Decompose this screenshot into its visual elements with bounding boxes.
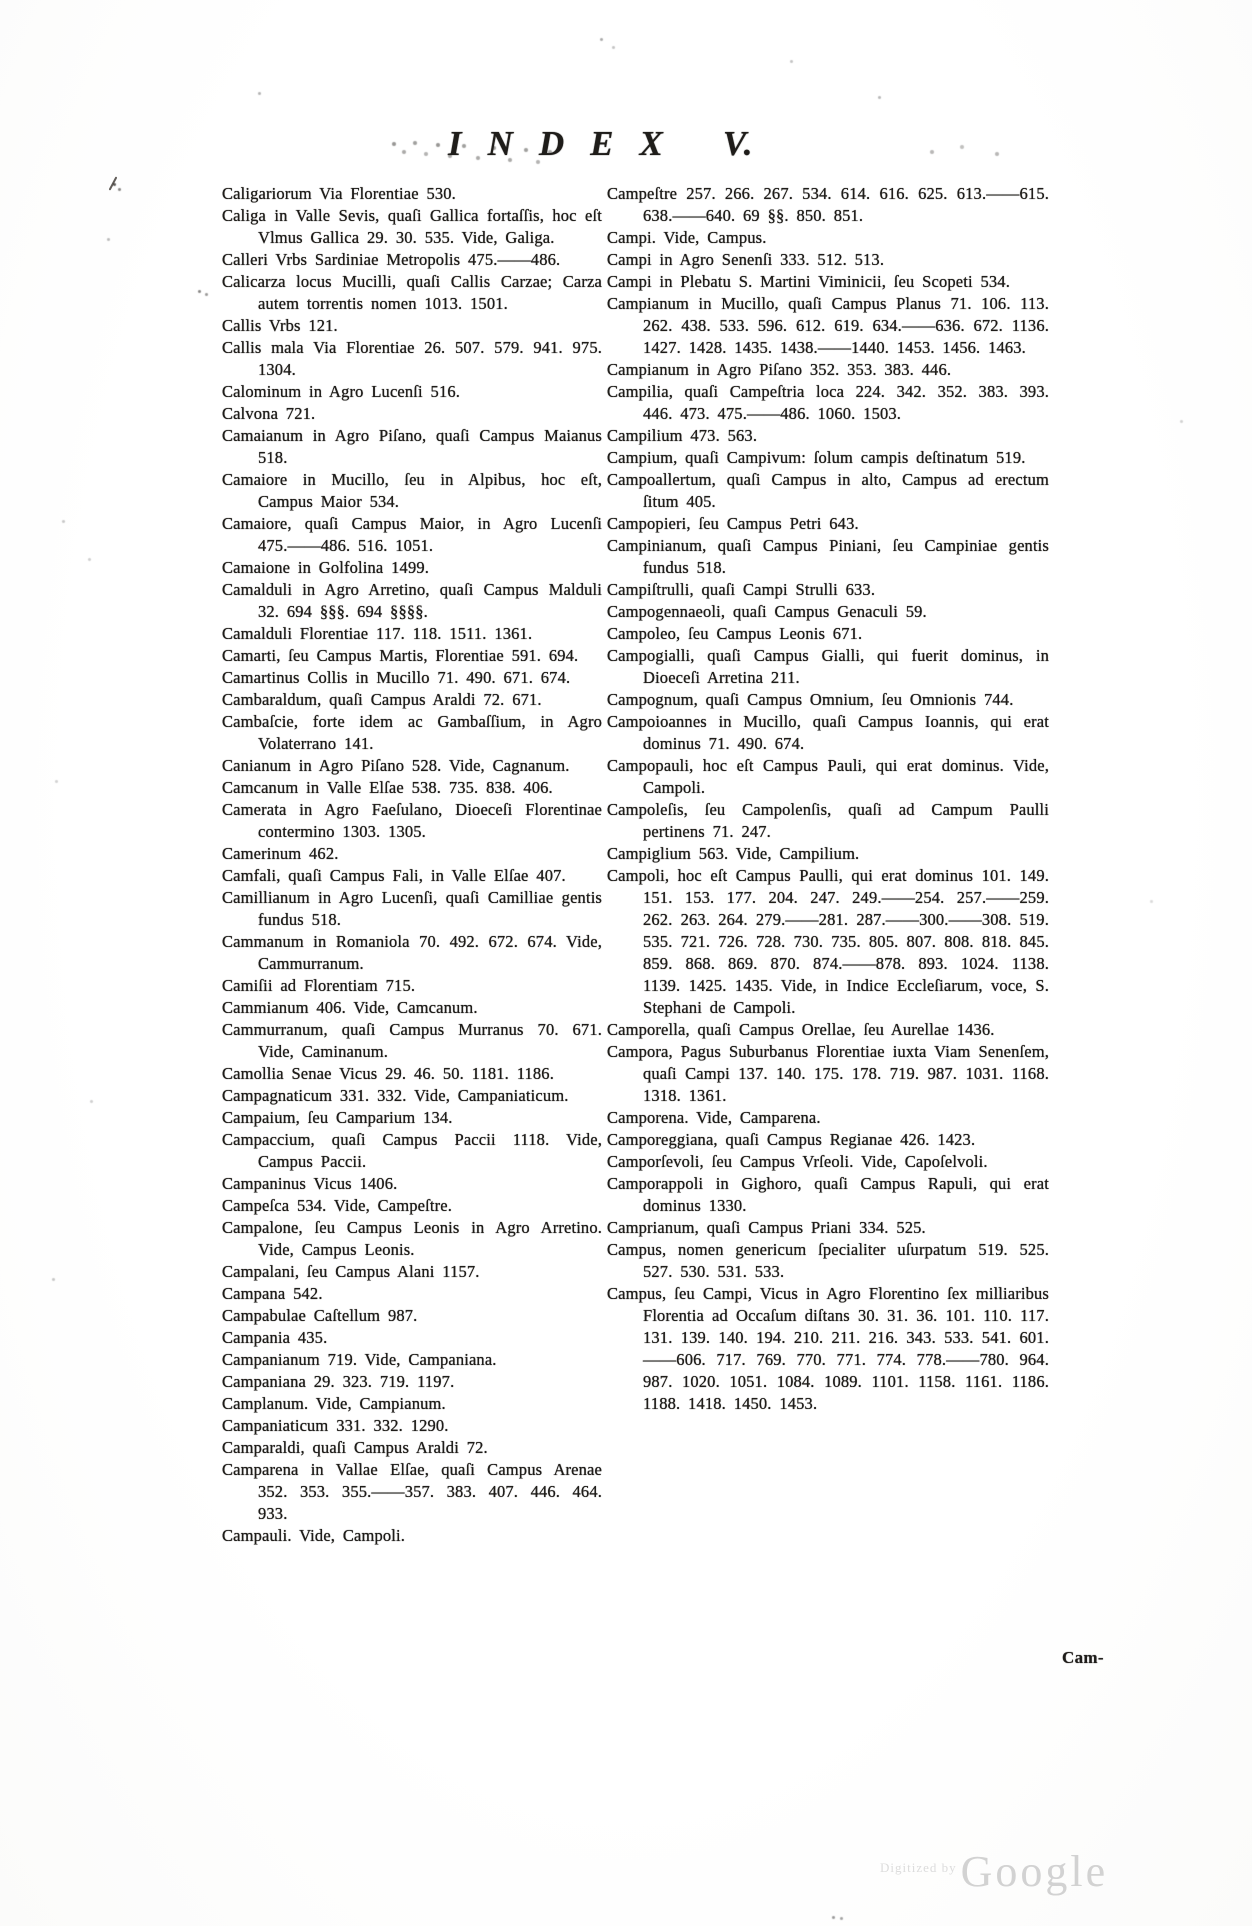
index-entry: Calleri Vrbs Sardiniae Metropolis 475.——486. — [222, 250, 561, 269]
index-entry: Campaninus Vicus 1406. — [222, 1174, 398, 1193]
index-entry: Campus, ſeu Campi, Vicus in Agro Florentino ſex milliaribus Florentia ad Occaſum diſtans 30. 31. 36. 101. 110. 117. 131. 139. 140. 194. 210. 211. 216. 343. 533. 541. 601.——606. 717. 769. 770. 771. 774. 778.——780. 964. 987. 1020. 1051. 1084. 1089. 1101. 1158. 1161. 1186. 1188. 1418. 1450. 1453. — [607, 1284, 1049, 1413]
index-entry: Campus, nomen genericum ſpecialiter uſurpatum 519. 525. 527. 530. 531. 533. — [607, 1240, 1049, 1281]
index-title-number: V. — [722, 124, 755, 163]
index-entry: Campoallertum, quaſi Campus in alto, Campus ad erectum ſitum 405. — [607, 470, 1049, 511]
index-entry: Campagnaticum 331. 332. Vide, Campaniaticum. — [222, 1086, 569, 1105]
index-entry: Camplanum. Vide, Campianum. — [222, 1394, 446, 1413]
index-entry: Campianum in Agro Piſano 352. 353. 383. 446. — [607, 360, 952, 379]
index-entry: Campania 435. — [222, 1328, 328, 1347]
index-entry: Campanianum 719. Vide, Campaniana. — [222, 1350, 497, 1369]
index-entry: Camollia Senae Vicus 29. 46. 50. 1181. 1186. — [222, 1064, 554, 1083]
index-entry: Camaione in Golfolina 1499. — [222, 558, 430, 577]
index-entry: Campoioannes in Mucillo, quaſi Campus Ioannis, qui erat dominus 71. 490. 674. — [607, 712, 1049, 753]
index-entry: Cambaraldum, quaſi Campus Araldi 72. 671. — [222, 690, 542, 709]
index-entry: Camalduli in Agro Arretino, quaſi Campus Malduli 32. 694 §§§. 694 §§§§. — [222, 580, 602, 621]
index-entry: Camartinus Collis in Mucillo 71. 490. 671. 674. — [222, 668, 571, 687]
google-logo-text: Google — [960, 1847, 1109, 1896]
index-column-right — [607, 183, 1049, 1415]
index-column-left — [222, 183, 602, 1547]
index-entry: Campaium, ſeu Camparium 134. — [222, 1108, 453, 1127]
index-entry: Camaiore, quaſi Campus Maior, in Agro Lucenſi 475.——486. 516. 1051. — [222, 514, 602, 555]
index-entry: Campinianum, quaſi Campus Piniani, ſeu Campiniae gentis fundus 518. — [607, 536, 1049, 577]
index-entry: Campiſtrulli, quaſi Campi Strulli 633. — [607, 580, 876, 599]
index-entry: Caligariorum Via Florentiae 530. — [222, 184, 456, 203]
index-entry: Camcanum in Valle Elſae 538. 735. 838. 406. — [222, 778, 553, 797]
index-entry: Campilia, quaſi Campeſtria loca 224. 342. 352. 383. 393. 446. 473. 475.——486. 1060. 1503. — [607, 382, 1049, 423]
index-entry: Campauli. Vide, Campoli. — [222, 1526, 405, 1545]
index-entry: Campalani, ſeu Campus Alani 1157. — [222, 1262, 480, 1281]
index-entry: Callis Vrbs 121. — [222, 316, 338, 335]
index-entry: Campora, Pagus Suburbanus Florentiae iuxta Viam Senenſem, quaſi Campi 137. 140. 175. 178. 719. 987. 1031. 1168. 1318. 1361. — [607, 1042, 1049, 1105]
index-entry: Campoli, hoc eſt Campus Paulli, qui erat dominus 101. 149. 151. 153. 177. 204. 247. 249.——254. 257.——259. 262. 263. 264. 279.——281. 287.——300.——308. 519. 535. 721. 726. 728. 730. 735. 805. 807. 808. 818. 845. 859. 868. 869. 870. 874.——878. 893. 1024. 1138. 1139. 1425. 1435. Vide, in Indice Eccleſiarum, voce, S. Stephani de Campoli. — [607, 866, 1049, 1017]
index-entry: Campi. Vide, Campus. — [607, 228, 767, 247]
page-title — [448, 124, 754, 164]
index-entry: Campognum, quaſi Campus Omnium, ſeu Omnionis 744. — [607, 690, 1014, 709]
index-entry: Camaiore in Mucillo, ſeu in Alpibus, hoc eſt, Campus Maior 534. — [222, 470, 602, 511]
index-entry: Campaniaticum 331. 332. 1290. — [222, 1416, 449, 1435]
index-entry: Campogialli, quaſi Campus Gialli, qui fuerit dominus, in Dioeceſi Arretina 211. — [607, 646, 1049, 687]
index-entry: Calominum in Agro Lucenſi 516. — [222, 382, 461, 401]
index-entry: Calvona 721. — [222, 404, 316, 423]
index-entry: Camillianum in Agro Lucenſi, quaſi Camilliae gentis fundus 518. — [222, 888, 602, 929]
index-entry: Camerata in Agro Faeſulano, Dioeceſi Florentinae contermino 1303. 1305. — [222, 800, 602, 841]
index-entry: Cammianum 406. Vide, Camcanum. — [222, 998, 478, 1017]
index-entry: Camiſii ad Florentiam 715. — [222, 976, 416, 995]
index-entry: Campilium 473. 563. — [607, 426, 758, 445]
index-entry: Campopauli, hoc eſt Campus Pauli, qui erat dominus. Vide, Campoli. — [607, 756, 1049, 797]
index-entry: Campaccium, quaſi Campus Paccii 1118. Vide, Campus Paccii. — [222, 1130, 602, 1171]
index-entry: Camalduli Florentiae 117. 118. 1511. 1361. — [222, 624, 533, 643]
index-entry: Camporappoli in Gighoro, quaſi Campus Rapuli, qui erat dominus 1330. — [607, 1174, 1049, 1215]
index-entry: Cammanum in Romaniola 70. 492. 672. 674. Vide, Cammurranum. — [222, 932, 602, 973]
index-entry: Camparaldi, quaſi Campus Araldi 72. — [222, 1438, 488, 1457]
index-entry: Camparena in Vallae Elſae, quaſi Campus Arenae 352. 353. 355.——357. 383. 407. 446. 464. 933. — [222, 1460, 602, 1523]
index-entry: Campoleo, ſeu Campus Leonis 671. — [607, 624, 863, 643]
index-entry: Campi in Agro Senenſi 333. 512. 513. — [607, 250, 885, 269]
index-entry: Campogennaeoli, quaſi Campus Genaculi 59. — [607, 602, 927, 621]
index-entry: Camporſevoli, ſeu Campus Vrſeoli. Vide, Capoſelvoli. — [607, 1152, 988, 1171]
index-entry: Cammurranum, quaſi Campus Murranus 70. 671. Vide, Caminanum. — [222, 1020, 602, 1061]
index-entry: Campiglium 563. Vide, Campilium. — [607, 844, 860, 863]
index-entry: Callis mala Via Florentiae 26. 507. 579. 941. 975. 1304. — [222, 338, 602, 379]
index-entry: Camerinum 462. — [222, 844, 339, 863]
index-entry: Campana 542. — [222, 1284, 323, 1303]
google-watermark — [880, 1846, 1108, 1897]
watermark-prefix-text: Digitized by — [880, 1860, 957, 1875]
index-title-word: INDEX — [448, 124, 689, 163]
index-entry: Campopieri, ſeu Campus Petri 643. — [607, 514, 859, 533]
scan-stray-mark — [109, 176, 118, 190]
index-entry: Campaniana 29. 323. 719. 1197. — [222, 1372, 455, 1391]
index-entry: Campoleſis, ſeu Campolenſis, quaſi ad Campum Paulli pertinens 71. 247. — [607, 800, 1049, 841]
index-entry: Canianum in Agro Piſano 528. Vide, Cagnanum. — [222, 756, 570, 775]
index-entry: Calicarza locus Mucilli, quaſi Callis Carzae; Carza autem torrentis nomen 1013. 1501. — [222, 272, 602, 313]
index-entry: Campianum in Mucillo, quaſi Campus Planus 71. 106. 113. 262. 438. 533. 596. 612. 619. 634.——636. 672. 1136. 1427. 1428. 1435. 1438.——1440. 1453. 1456. 1463. — [607, 294, 1049, 357]
index-entry: Campalone, ſeu Campus Leonis in Agro Arretino. Vide, Campus Leonis. — [222, 1218, 602, 1259]
index-entry: Campi in Plebatu S. Martini Viminicii, ſeu Scopeti 534. — [607, 272, 1010, 291]
index-entry: Camporella, quaſi Campus Orellae, ſeu Aurellae 1436. — [607, 1020, 995, 1039]
index-entry: Camfali, quaſi Campus Fali, in Valle Elſae 407. — [222, 866, 566, 885]
scan-smudge-marks — [0, 0, 4, 4]
catchword: Cam- — [1062, 1648, 1104, 1667]
index-entry: Campabulae Caſtellum 987. — [222, 1306, 418, 1325]
index-entry: Camarti, ſeu Campus Martis, Florentiae 591. 694. — [222, 646, 579, 665]
index-entry: Campeſca 534. Vide, Campeſtre. — [222, 1196, 452, 1215]
index-entry: Caliga in Valle Sevis, quaſi Gallica fortaſſis, hoc eſt Vlmus Gallica 29. 30. 535. Vide, Galiga. — [222, 206, 602, 247]
index-entry: Campeſtre 257. 266. 267. 534. 614. 616. 625. 613.——615. 638.——640. 69 §§. 850. 851. — [607, 184, 1049, 225]
index-entry: Campium, quaſi Campivum: ſolum campis deſtinatum 519. — [607, 448, 1026, 467]
index-entry: Cambaſcie, forte idem ac Gambaſſium, in Agro Volaterrano 141. — [222, 712, 602, 753]
index-entry: Camaianum in Agro Piſano, quaſi Campus Maianus 518. — [222, 426, 602, 467]
index-entry: Camporeggiana, quaſi Campus Regianae 426. 1423. — [607, 1130, 976, 1149]
index-entry: Camporena. Vide, Camparena. — [607, 1108, 821, 1127]
index-entry: Camprianum, quaſi Campus Priani 334. 525. — [607, 1218, 926, 1237]
